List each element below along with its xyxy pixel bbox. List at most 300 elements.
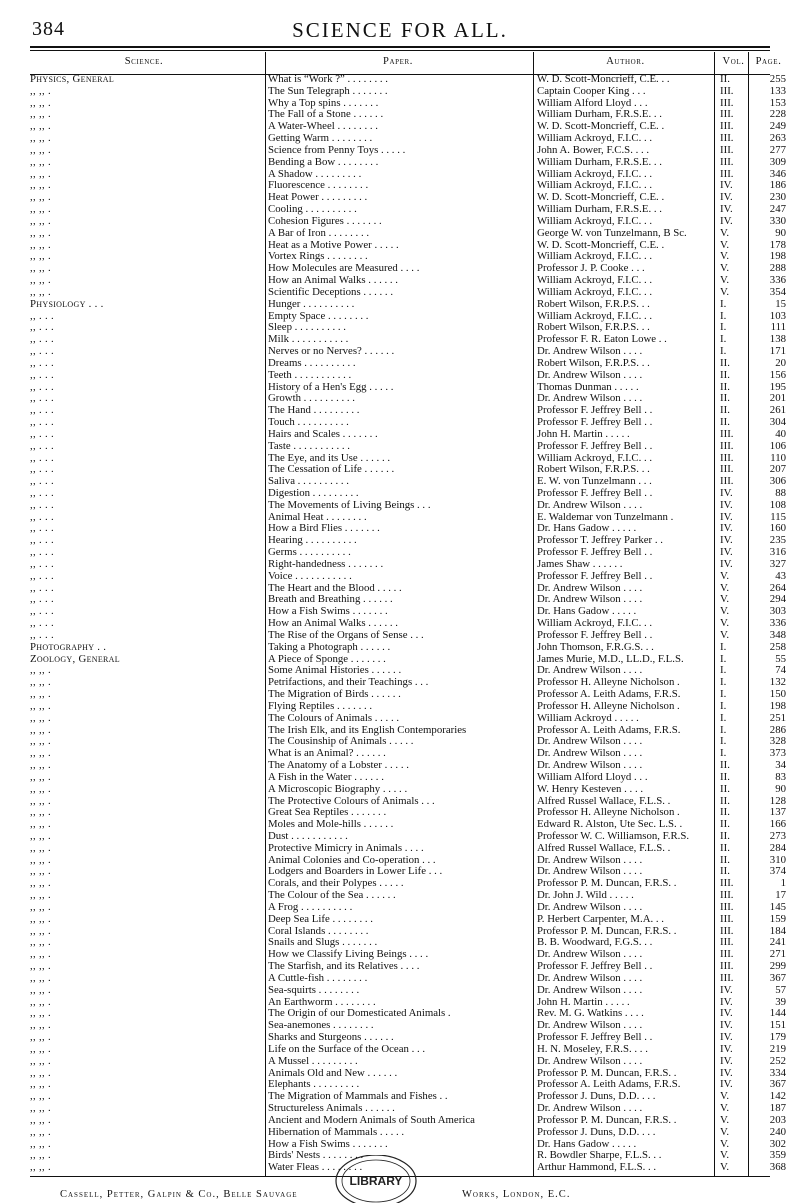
cell-page: 15 [775, 298, 786, 310]
cell-page: 247 [769, 204, 786, 216]
cell-science: ,, . . . [30, 499, 54, 511]
cell-paper: Voice . . . . . . . . . . . [268, 570, 352, 582]
cell-science: ,, . . . [30, 440, 54, 452]
table-row [30, 1091, 790, 1103]
cell-science: ,, ,, . [30, 286, 51, 298]
cell-science: ,, ,, . [30, 227, 51, 239]
cell-page: 334 [769, 1067, 786, 1079]
running-title: SCIENCE FOR ALL. [292, 18, 508, 42]
cell-author: James Murie, M.D., LL.D., F.L.S. [537, 653, 684, 665]
cell-page: 336 [769, 618, 786, 630]
cell-page: 255 [769, 74, 786, 85]
table-row [30, 547, 790, 559]
cell-page: 198 [769, 251, 786, 263]
cell-author: William Alford Lloyd . . . [537, 771, 648, 783]
cell-science: ,, ,, . [30, 961, 51, 973]
cell-science: ,, ,, . [30, 1138, 51, 1150]
cell-page: 128 [769, 795, 786, 807]
cell-vol: IV. [720, 1079, 733, 1091]
cell-author: B. B. Woodward, F.G.S. . . [537, 937, 653, 949]
cell-vol: I. [720, 322, 727, 334]
cell-science: ,, . . . [30, 487, 54, 499]
cell-vol: III. [720, 464, 734, 476]
table-body [30, 74, 790, 1174]
cell-science: ,, ,, . [30, 215, 51, 227]
cell-paper: A Frog . . . . . . . . . . [268, 901, 353, 913]
cell-paper: How a Fish Swims . . . . . . . [268, 1138, 388, 1150]
cell-science: ,, ,, . [30, 925, 51, 937]
cell-author: R. Bowdler Sharpe, F.L.S. . . [537, 1150, 662, 1162]
cell-author: Dr. Andrew Wilson . . . . [537, 736, 643, 748]
cell-author: W. D. Scott-Moncrieff, C.E. . . [537, 74, 670, 85]
cell-author: William Ackroyd . . . . . [537, 712, 639, 724]
page-header [30, 10, 770, 40]
cell-author: Robert Wilson, F.R.P.S. . . [537, 464, 650, 476]
cell-page: 201 [769, 393, 786, 405]
cell-science: ,, ,, . [30, 689, 51, 701]
cell-author: P. Herbert Carpenter, M.A. . . [537, 913, 664, 925]
cell-author: Professor F. Jeffrey Bell . . [537, 547, 653, 559]
cell-author: Dr. Andrew Wilson . . . . [537, 1103, 643, 1115]
table-row [30, 1008, 790, 1020]
cell-page: 241 [769, 937, 786, 949]
cell-page: 103 [769, 310, 786, 322]
cell-author: H. N. Moseley, F.R.S. . . . [537, 1043, 648, 1055]
cell-page: 156 [769, 369, 786, 381]
cell-vol: II. [720, 807, 730, 819]
cell-page: 159 [769, 913, 786, 925]
cell-paper: Vortex Rings . . . . . . . . [268, 251, 368, 263]
cell-science: ,, ,, . [30, 984, 51, 996]
cell-vol: V. [720, 1091, 730, 1103]
cell-author: John H. Martin . . . . . [537, 996, 630, 1008]
table-row [30, 937, 790, 949]
table-row [30, 476, 790, 488]
table-row [30, 346, 790, 358]
table-row [30, 216, 790, 228]
table-row [30, 583, 790, 595]
cell-page: 90 [775, 227, 786, 239]
cell-author: William Ackroyd, F.I.C. . . [537, 310, 653, 322]
cell-page: 106 [769, 440, 786, 452]
cell-page: 367 [769, 1079, 786, 1091]
cell-author: Professor F. Jeffrey Bell . . [537, 629, 653, 641]
cell-paper: Birds' Nests . . . . . . . . [268, 1150, 364, 1162]
cell-author: Professor F. R. Eaton Lowe . . [537, 334, 667, 346]
column-header-science: Science. [124, 56, 164, 67]
cell-author: W. Henry Kesteven . . . . [537, 783, 644, 795]
cell-author: James Shaw . . . . . . [537, 558, 623, 570]
cell-science: ,, ,, . [30, 760, 51, 772]
cell-vol: II. [720, 405, 730, 417]
cell-paper: A Bar of Iron . . . . . . . . [268, 227, 370, 239]
cell-page: 284 [769, 842, 786, 854]
cell-science: ,, ,, . [30, 1114, 51, 1126]
table-row [30, 902, 790, 914]
table-row [30, 417, 790, 429]
cell-vol: IV. [720, 511, 733, 523]
table-row [30, 1044, 790, 1056]
cell-page: 373 [769, 748, 786, 760]
cell-science: ,, ,, . [30, 854, 51, 866]
cell-paper: What is an Animal? . . . . . . [268, 748, 386, 760]
cell-page: 277 [769, 144, 786, 156]
cell-paper: An Earthworm . . . . . . . . [268, 996, 376, 1008]
cell-science: ,, . . . [30, 346, 54, 358]
cell-vol: I. [720, 712, 727, 724]
cell-paper: Why a Top spins . . . . . . . [268, 97, 379, 109]
cell-page: 306 [769, 476, 786, 488]
cell-author: Robert Wilson, F.R.P.S. . . [537, 357, 650, 369]
cell-vol: V. [720, 570, 730, 582]
cell-author: Professor A. Leith Adams, F.R.S. [537, 689, 681, 701]
cell-page: 74 [775, 665, 786, 677]
cell-page: 39 [775, 996, 786, 1008]
cell-author: William Alford Lloyd . . . [537, 97, 648, 109]
cell-vol: III. [720, 913, 734, 925]
cell-paper: Hearing . . . . . . . . . . [268, 535, 357, 547]
cell-paper: Nerves or no Nerves? . . . . . . [268, 346, 395, 358]
cell-page: 203 [769, 1114, 786, 1126]
cell-page: 263 [769, 133, 786, 145]
cell-science: ,, ,, . [30, 807, 51, 819]
cell-page: 309 [769, 156, 786, 168]
cell-author: William Ackroyd, F.I.C. . . [537, 251, 653, 263]
cell-author: William Ackroyd, F.I.C. . . [537, 168, 653, 180]
cell-page: 83 [775, 771, 786, 783]
cell-author: Professor F. Jeffrey Bell . . [537, 405, 653, 417]
table-row [30, 512, 790, 524]
cell-page: 230 [769, 192, 786, 204]
cell-vol: I. [720, 665, 727, 677]
table-row [30, 642, 790, 654]
cell-paper: Hunger . . . . . . . . . . [268, 298, 355, 310]
cell-paper: The Movements of Living Beings . . . [268, 499, 431, 511]
cell-paper: A Cuttle-fish . . . . . . . . [268, 972, 368, 984]
table-row [30, 594, 790, 606]
cell-page: 299 [769, 961, 786, 973]
cell-paper: What is “Work ?” . . . . . . . . [268, 74, 388, 85]
cell-science: ,, ,, . [30, 901, 51, 913]
cell-science: ,, ,, . [30, 85, 51, 97]
table-row [30, 914, 790, 926]
cell-page: 153 [769, 97, 786, 109]
cell-science: ,, . . . [30, 547, 54, 559]
cell-science: ,, ,, . [30, 1067, 51, 1079]
cell-science: ,, . . . [30, 393, 54, 405]
cell-author: Professor F. Jeffrey Bell . . [537, 417, 653, 429]
cell-science: ,, . . . [30, 357, 54, 369]
cell-page: 195 [769, 381, 786, 393]
cell-science: ,, . . . [30, 310, 54, 322]
cell-paper: Teeth . . . . . . . . . . . [268, 369, 352, 381]
table-row [30, 299, 790, 311]
cell-page: 251 [769, 712, 786, 724]
cell-science: ,, . . . [30, 322, 54, 334]
cell-science: ,, ,, . [30, 1091, 51, 1103]
cell-page: 138 [769, 334, 786, 346]
cell-author: Professor P. M. Duncan, F.R.S. . [537, 1114, 677, 1126]
cell-paper: A Microscopic Biography . . . . . [268, 783, 408, 795]
cell-page: 187 [769, 1103, 786, 1115]
cell-page: 228 [769, 109, 786, 121]
cell-paper: Coral Islands . . . . . . . . [268, 925, 369, 937]
cell-paper: Deep Sea Life . . . . . . . . [268, 913, 373, 925]
cell-paper: Growth . . . . . . . . . . [268, 393, 355, 405]
cell-science: ,, . . . [30, 618, 54, 630]
cell-paper: Breath and Breathing . . . . . . [268, 594, 393, 606]
cell-vol: III. [720, 133, 734, 145]
cell-paper: How an Animal Walks . . . . . . [268, 618, 398, 630]
table-row [30, 748, 790, 760]
cell-author: Professor F. Jeffrey Bell . . [537, 440, 653, 452]
cell-page: 264 [769, 582, 786, 594]
cell-vol: I. [720, 298, 727, 310]
imprint-right: Works, London, E.C. [462, 1189, 571, 1200]
cell-science: ,, . . . [30, 594, 54, 606]
table-row [30, 796, 790, 808]
cell-science: ,, ,, . [30, 275, 51, 287]
cell-author: George W. von Tunzelmann, B Sc. [537, 227, 687, 239]
cell-author: Thomas Dunman . . . . . [537, 381, 639, 393]
cell-author: Dr. Andrew Wilson . . . . [537, 949, 643, 961]
cell-author: Dr. John J. Wild . . . . . [537, 890, 634, 902]
cell-science: ,, ,, . [30, 795, 51, 807]
cell-page: 57 [775, 984, 786, 996]
cell-vol: III. [720, 156, 734, 168]
cell-page: 144 [769, 1008, 786, 1020]
cell-paper: The Fall of a Stone . . . . . . [268, 109, 384, 121]
cell-vol: I. [720, 310, 727, 322]
cell-paper: Lodgers and Boarders in Lower Life . . . [268, 866, 443, 878]
cell-science: ,, ,, . [30, 1043, 51, 1055]
cell-vol: II. [720, 866, 730, 878]
cell-vol: I. [720, 689, 727, 701]
cell-science: ,, . . . [30, 535, 54, 547]
cell-science: ,, ,, . [30, 700, 51, 712]
cell-vol: V. [720, 629, 730, 641]
cell-paper: The Hand . . . . . . . . . [268, 405, 360, 417]
cell-vol: IV. [720, 180, 733, 192]
cell-page: 336 [769, 275, 786, 287]
cell-vol: II. [720, 369, 730, 381]
cell-vol: IV. [720, 1032, 733, 1044]
cell-vol: II. [720, 854, 730, 866]
cell-author: Dr. Hans Gadow . . . . . [537, 606, 637, 618]
cell-science: ,, . . . [30, 558, 54, 570]
cell-vol: IV. [720, 204, 733, 216]
table-row [30, 1056, 790, 1068]
table-row [30, 535, 790, 547]
cell-author: Dr. Andrew Wilson . . . . [537, 1055, 643, 1067]
cell-science: ,, . . . [30, 606, 54, 618]
cell-paper: Taste . . . . . . . . . . . [268, 440, 351, 452]
cell-paper: A Fish in the Water . . . . . . [268, 771, 384, 783]
cell-paper: The Irish Elk, and its English Contemporaries [268, 724, 467, 736]
cell-author: Dr. Andrew Wilson . . . . [537, 393, 643, 405]
table-row [30, 228, 790, 240]
cell-paper: Saliva . . . . . . . . . . [268, 476, 349, 488]
cell-author: Dr. Andrew Wilson . . . . [537, 594, 643, 606]
cell-paper: The Origin of our Domesticated Animals . [268, 1008, 451, 1020]
cell-page: 160 [769, 523, 786, 535]
table-row [30, 121, 790, 133]
cell-paper: Cohesion Figures . . . . . . . [268, 215, 382, 227]
cell-vol: IV. [720, 535, 733, 547]
cell-paper: The Cessation of Life . . . . . . [268, 464, 395, 476]
table-row [30, 334, 790, 346]
cell-vol: V. [720, 286, 730, 298]
table-row [30, 677, 790, 689]
cell-author: William Ackroyd, F.I.C. . . [537, 618, 653, 630]
cell-vol: IV. [720, 499, 733, 511]
cell-vol: V. [720, 606, 730, 618]
cell-page: 90 [775, 783, 786, 795]
cell-author: Alfred Russel Wallace, F.L.S. . [537, 795, 671, 807]
cell-science: ,, ,, . [30, 736, 51, 748]
cell-paper: Great Sea Reptiles . . . . . . . [268, 807, 387, 819]
cell-author: Dr. Andrew Wilson . . . . [537, 972, 643, 984]
cell-author: Professor H. Alleyne Nicholson . [537, 677, 680, 689]
table-row [30, 961, 790, 973]
cell-science: ,, ,, . [30, 144, 51, 156]
cell-paper: Animal Heat . . . . . . . . [268, 511, 367, 523]
cell-vol: I. [720, 334, 727, 346]
column-header-author: Author. [606, 56, 645, 67]
cell-paper: Germs . . . . . . . . . . [268, 547, 351, 559]
cell-vol: IV. [720, 558, 733, 570]
cell-page: 142 [769, 1091, 786, 1103]
cell-page: 133 [769, 85, 786, 97]
header-rule [30, 46, 770, 48]
cell-science: ,, . . . [30, 334, 54, 346]
cell-page: 328 [769, 736, 786, 748]
cell-vol: III. [720, 972, 734, 984]
cell-paper: Flying Reptiles . . . . . . . [268, 700, 373, 712]
cell-vol: III. [720, 937, 734, 949]
cell-author: William Ackroyd, F.I.C. . . [537, 215, 653, 227]
cell-page: 327 [769, 558, 786, 570]
cell-vol: V. [720, 618, 730, 630]
cell-author: William Ackroyd, F.I.C. . . [537, 452, 653, 464]
cell-vol: II. [720, 795, 730, 807]
cell-author: Dr. Andrew Wilson . . . . [537, 854, 643, 866]
cell-vol: III. [720, 121, 734, 133]
cell-paper: Milk . . . . . . . . . . . [268, 334, 349, 346]
cell-page: 252 [769, 1055, 786, 1067]
cell-page: 184 [769, 925, 786, 937]
table-row [30, 926, 790, 938]
cell-page: 368 [769, 1162, 786, 1174]
table-row [30, 618, 790, 630]
cell-science: ,, ,, . [30, 677, 51, 689]
cell-vol: I. [720, 346, 727, 358]
cell-paper: The Anatomy of a Lobster . . . . . [268, 760, 409, 772]
cell-paper: History of a Hen's Egg . . . . . [268, 381, 394, 393]
cell-author: Professor P. M. Duncan, F.R.S. . [537, 1067, 677, 1079]
table-row [30, 192, 790, 204]
cell-vol: I. [720, 724, 727, 736]
cell-author: W. D. Scott-Moncrieff, C.E. . [537, 239, 665, 251]
cell-author: Professor F. Jeffrey Bell . . [537, 1032, 653, 1044]
cell-paper: The Migration of Mammals and Fishes . . [268, 1091, 448, 1103]
cell-vol: III. [720, 890, 734, 902]
table-row [30, 1079, 790, 1091]
cell-paper: Moles and Mole-hills . . . . . . [268, 819, 394, 831]
cell-page: 108 [769, 499, 786, 511]
cell-author: John H. Martin . . . . . [537, 428, 630, 440]
cell-page: 219 [769, 1043, 786, 1055]
table-row [30, 689, 790, 701]
cell-author: Alfred Russel Wallace, F.L.S. . [537, 842, 671, 854]
cell-vol: IV. [720, 547, 733, 559]
table-row [30, 393, 790, 405]
cell-paper: The Starfish, and its Relatives . . . . [268, 961, 420, 973]
cell-page: 359 [769, 1150, 786, 1162]
table-row [30, 701, 790, 713]
cell-paper: Structureless Animals . . . . . . [268, 1103, 395, 1115]
cell-science: ,, ,, . [30, 192, 51, 204]
cell-page: 288 [769, 263, 786, 275]
cell-author: W. D. Scott-Moncrieff, C.E. . [537, 192, 665, 204]
cell-vol: IV. [720, 1020, 733, 1032]
cell-author: William Ackroyd, F.I.C. . . [537, 180, 653, 192]
cell-paper: Touch . . . . . . . . . . [268, 417, 349, 429]
table-row [30, 630, 790, 642]
cell-science: ,, . . . [30, 464, 54, 476]
cell-author: Professor F. Jeffrey Bell . . [537, 961, 653, 973]
cell-paper: A Piece of Sponge . . . . . . . [268, 653, 386, 665]
cell-science: ,, . . . [30, 476, 54, 488]
cell-author: Professor F. Jeffrey Bell . . [537, 570, 653, 582]
cell-vol: III. [720, 168, 734, 180]
cell-vol: V. [720, 1103, 730, 1115]
cell-vol: V. [720, 1150, 730, 1162]
cell-science: ,, ,, . [30, 842, 51, 854]
cell-page: 271 [769, 949, 786, 961]
cell-page: 34 [775, 760, 786, 772]
cell-page: 273 [769, 831, 786, 842]
table-row [30, 464, 790, 476]
cell-vol: II. [720, 771, 730, 783]
cell-paper: Taking a Photograph . . . . . . [268, 641, 391, 653]
cell-author: Professor P. M. Duncan, F.R.S. . [537, 878, 677, 890]
header-rule-thin [30, 50, 770, 51]
cell-science: Physiology . . . [30, 298, 104, 310]
cell-vol: V. [720, 594, 730, 606]
cell-paper: Dust . . . . . . . . . . . [268, 831, 348, 842]
cell-author: Dr. Andrew Wilson . . . . [537, 1020, 643, 1032]
cell-author: Arthur Hammond, F.L.S. . . [537, 1162, 657, 1174]
cell-vol: V. [720, 1162, 730, 1174]
cell-vol: IV. [720, 984, 733, 996]
cell-science: ,, . . . [30, 369, 54, 381]
table-row [30, 500, 790, 512]
cell-author: William Ackroyd, F.I.C. . . [537, 286, 653, 298]
table-row [30, 713, 790, 725]
cell-paper: Water Fleas . . . . . . . . [268, 1162, 363, 1174]
cell-vol: V. [720, 275, 730, 287]
cell-author: Dr. Andrew Wilson . . . . [537, 582, 643, 594]
cell-paper: Getting Warm . . . . . . . . [268, 133, 373, 145]
cell-vol: IV. [720, 1067, 733, 1079]
table-row [30, 725, 790, 737]
cell-author: W. D. Scott-Moncrieff, C.E. . [537, 121, 665, 133]
table-row [30, 855, 790, 867]
table-row [30, 831, 790, 843]
table-row [30, 665, 790, 677]
cell-vol: III. [720, 97, 734, 109]
